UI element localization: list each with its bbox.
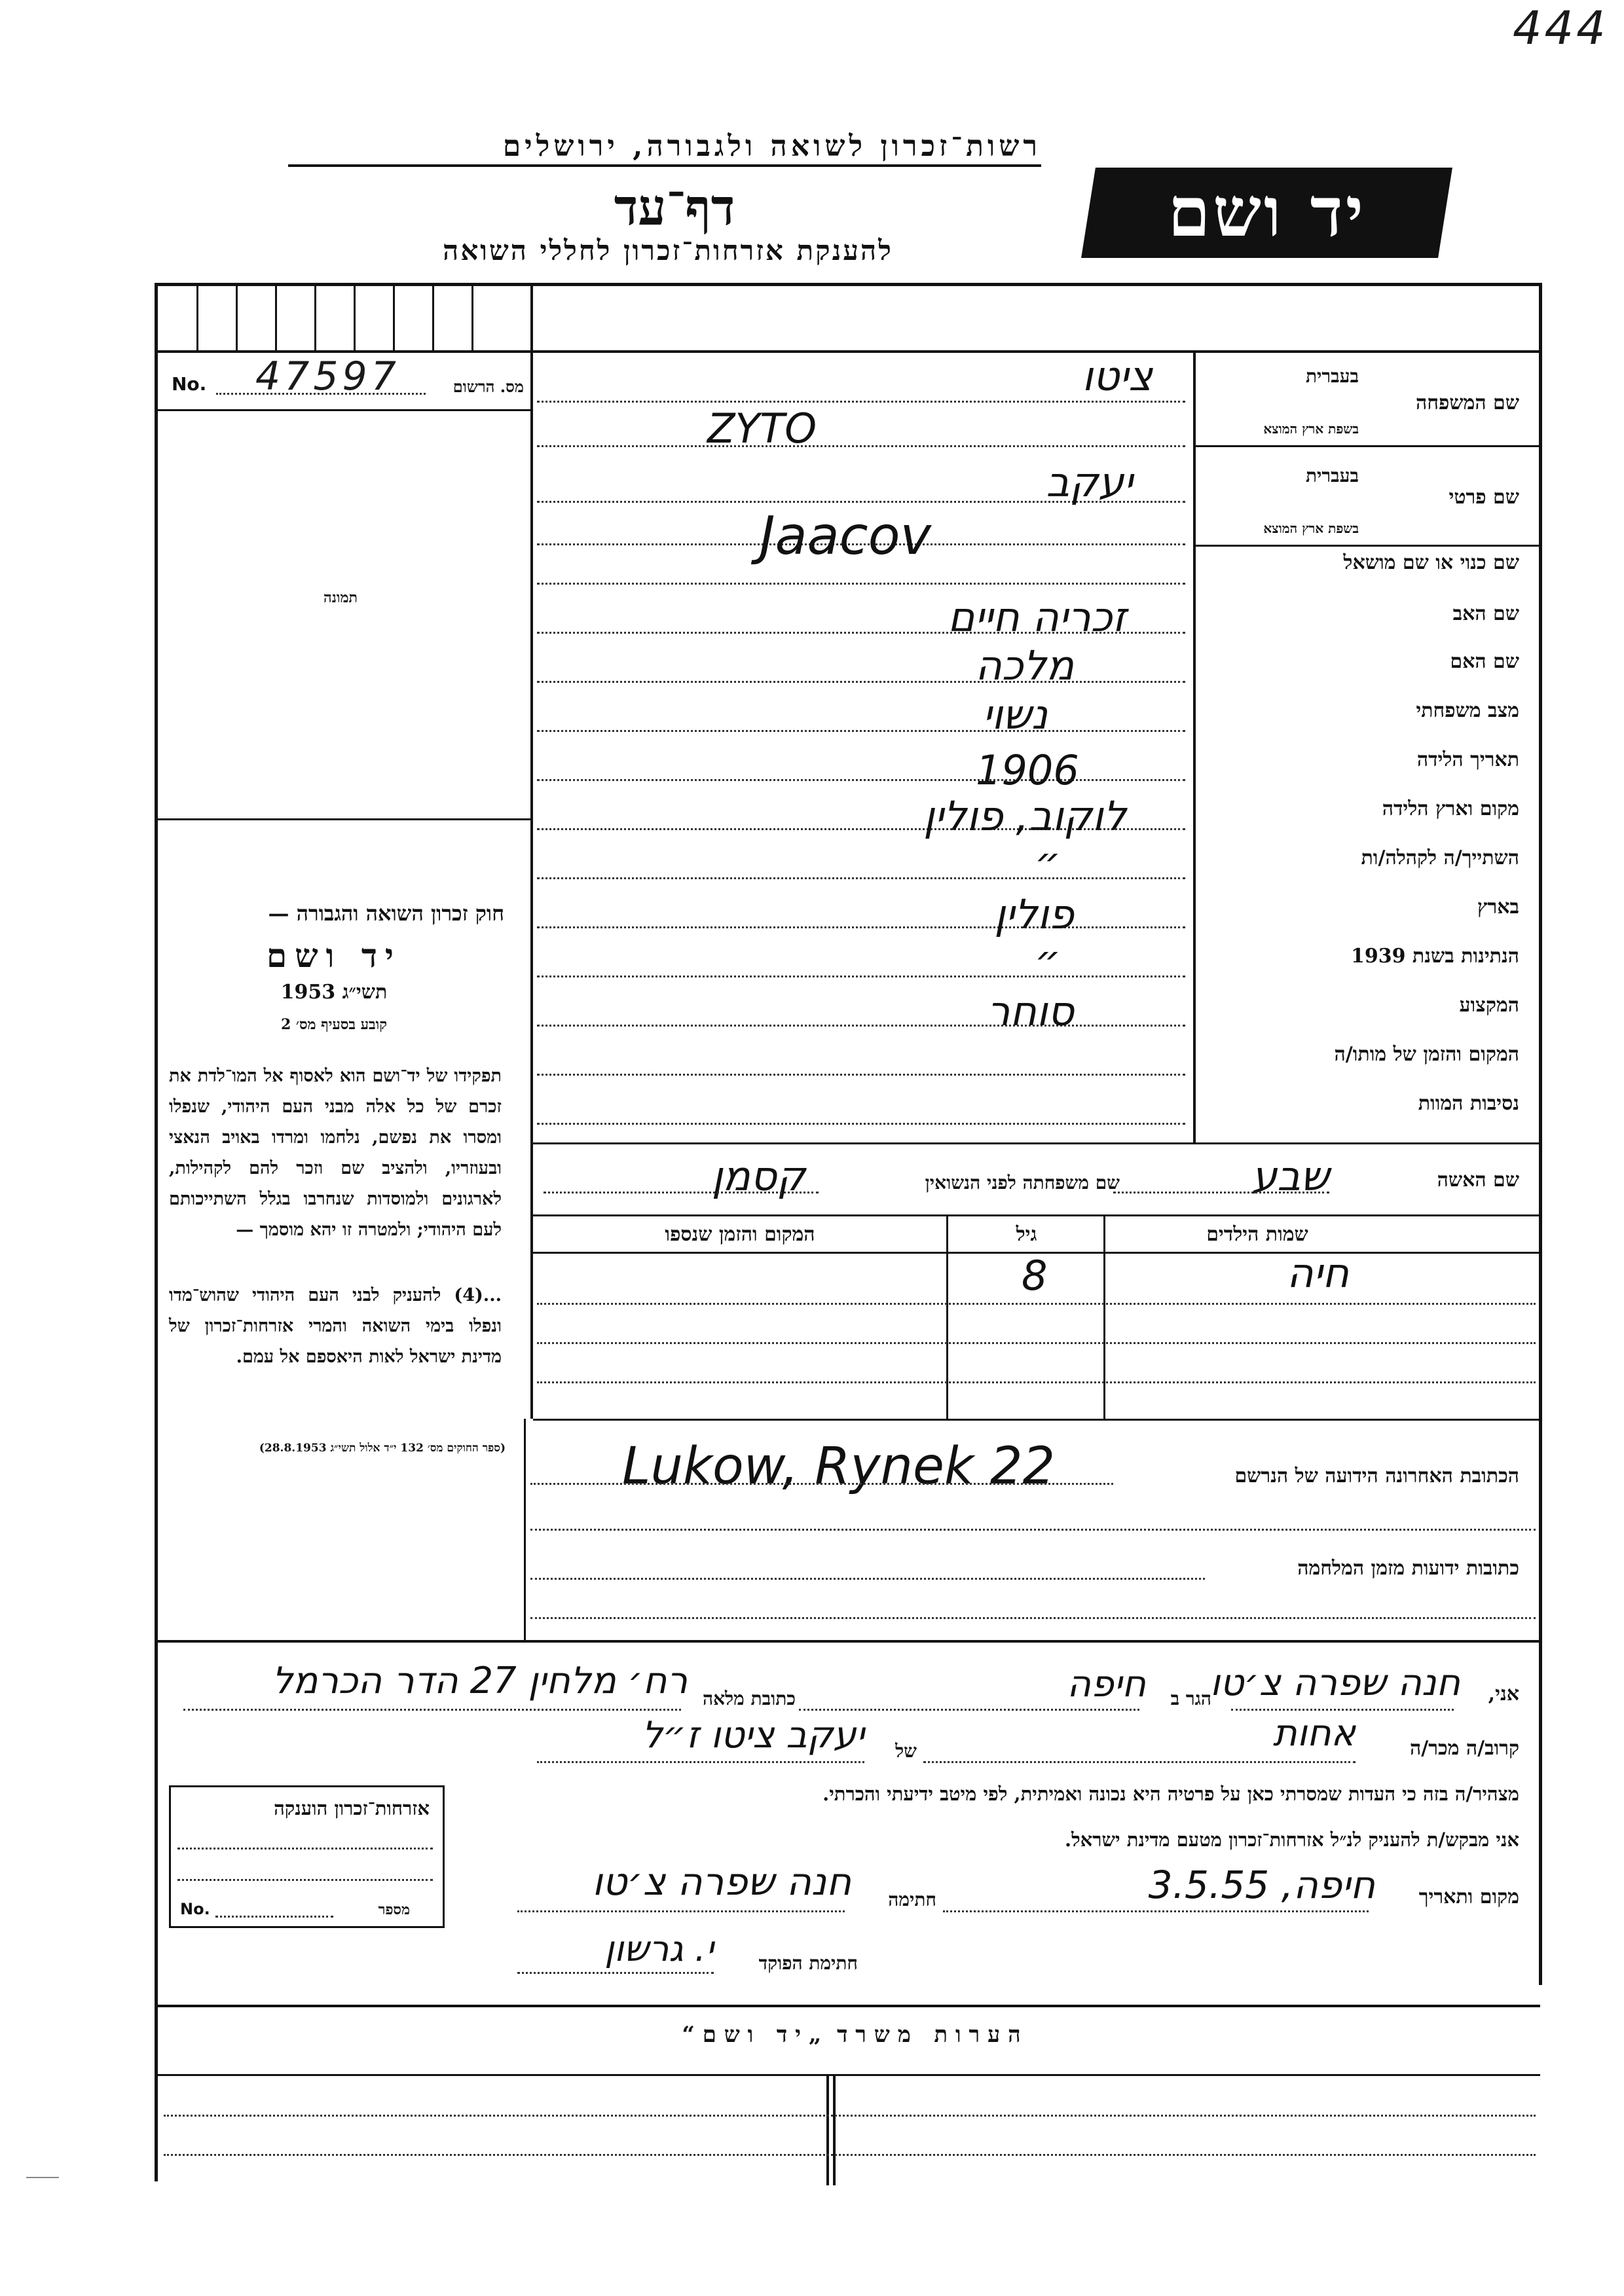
- frame-right: [1539, 283, 1542, 1985]
- law-text-2: ...(4) להעניק לבני העם היהודי שהוש־מדו ונפלו בימי השואה והמרי אזרחות־זכרון של מדינת ישראל לאות היאספם אל עמם.: [169, 1285, 502, 1367]
- law-text-1: תפקידו של יד־ושם הוא לאסוף אל המו־לדת את זכרם של כל אלה מבני העם היהודי, שנפלו ומסרו את נפשם, נלחמו ומרדו באויב הנאצי ובעוזריו, ולהציב שם וזכר להם לקהילות, לארגונים ולמוסדות שנחרבו בגלל השתייכותם לעם היהודי; ולמטרה זו יהא מוסמך —: [169, 1066, 502, 1240]
- living-in-label: הגר ב: [1170, 1688, 1211, 1709]
- relation-value: אחות: [1272, 1712, 1356, 1755]
- of-label: של: [895, 1740, 917, 1762]
- declarant-name: חנה שפרה צ׳טו: [1209, 1662, 1460, 1704]
- profession-label: המקצוע: [1459, 994, 1519, 1017]
- surname-label: שם המשפחה: [1415, 392, 1519, 414]
- wife-value: שבע: [1251, 1152, 1329, 1200]
- declarant-address: רח׳ מלחין 27 הדר הכרמל: [272, 1660, 688, 1702]
- surname-origin-value: ZYTO: [707, 405, 817, 452]
- photo-label: תמונה: [323, 589, 358, 606]
- community-value: ״: [1035, 838, 1061, 886]
- death-circumstances-label: נסיבות המוות: [1418, 1092, 1519, 1115]
- registration-number: 47597: [255, 354, 400, 399]
- citizenship-number-label: מספר: [378, 1901, 410, 1918]
- firstname-hebrew-value: יעקב: [1046, 458, 1133, 506]
- citizenship-no-label: No.: [180, 1900, 210, 1918]
- father-label: שם האב: [1452, 602, 1519, 625]
- registration-label: מס. הרשום: [452, 377, 524, 396]
- children-names-header: שמות הילדים: [1206, 1223, 1308, 1246]
- form-title: דף־עד: [614, 178, 735, 236]
- last-address-value: Lukow, Rynek 22: [622, 1437, 1056, 1496]
- birth-date-label: תאריך הלידה: [1416, 748, 1519, 771]
- authority-title: רשות־זכרון לשואה ולגבורה, ירושלים: [288, 130, 1041, 167]
- declarant-city: חיפה: [1067, 1663, 1146, 1705]
- statement-2: אני מבקש/ת להעניק לנ״ל אזרחות־זכרון מטעם מדינת ישראל.: [1065, 1829, 1519, 1851]
- logo-text: יד ושם: [1168, 172, 1367, 252]
- surname-origin-label: בשפת ארץ המוצא: [1263, 421, 1359, 437]
- mother-value: מלכה: [975, 642, 1074, 689]
- firstname-origin-value: Jaacov: [760, 505, 931, 566]
- death-place-label: המקום והזמן של מותו/ה: [1334, 1043, 1519, 1066]
- officer-label: חתימת הפוקד: [758, 1952, 858, 1974]
- firstname-origin-label: בשפת ארץ המוצא: [1263, 520, 1359, 536]
- label-column-divider: [1193, 350, 1196, 1142]
- archive-number: 444: [1513, 1, 1608, 55]
- top-row-line: [157, 350, 1540, 353]
- nationality-label: הנתינות בשנת 1939: [1350, 945, 1519, 968]
- declarant-i-label: אני,: [1488, 1683, 1519, 1705]
- country-value: פולין: [994, 890, 1074, 938]
- citizenship-box-title: אזרחות־זכרון הוענקה: [274, 1797, 430, 1819]
- children-age-header: גיל: [1016, 1223, 1037, 1246]
- law-clause: קובע בסעיף מס׳ 2: [280, 1016, 388, 1033]
- surname-hebrew-value: ציטו: [1082, 352, 1153, 400]
- form-subtitle: להענקת אזרחות־זכרון לחללי השואה: [443, 234, 893, 266]
- children-place-header: המקום והזמן שנספו: [665, 1223, 815, 1246]
- child-1-age: 8: [1022, 1252, 1048, 1300]
- surname-hebrew-label: בעברית: [1305, 365, 1359, 387]
- marital-status-value: נשוי: [982, 691, 1048, 738]
- firstname-label: שם פרטי: [1449, 486, 1519, 509]
- birth-place-label: מקום וארץ הלידה: [1382, 797, 1519, 820]
- full-address-label: כתובת מלאה: [702, 1688, 796, 1709]
- relation-label: קרוב/ה מכר/ה: [1410, 1737, 1519, 1760]
- yad-vashem-logo: [1081, 168, 1452, 258]
- law-title: חוק זכרון השואה והגבורה —: [268, 901, 504, 926]
- registration-no-label: No.: [172, 373, 207, 395]
- law-year: תשי״ג 1953: [280, 981, 388, 1004]
- mother-label: שם האם: [1450, 650, 1519, 673]
- place-date-label: מקום ותאריך: [1418, 1886, 1519, 1908]
- nickname-label: שם כנוי או שם מושאל: [1343, 551, 1519, 574]
- signature-label: חתימה: [888, 1889, 936, 1910]
- birth-date-value: 1906: [976, 746, 1079, 794]
- left-column-divider: [530, 283, 533, 1419]
- country-label: בארץ: [1477, 896, 1519, 919]
- nationality-value: ״: [1035, 936, 1061, 984]
- wartime-address-label: כתובות ידועות מזמן המלחמה: [1297, 1557, 1519, 1580]
- marital-status-label: מצב משפחתי: [1416, 699, 1519, 722]
- frame-left: [155, 283, 158, 2181]
- child-1-name: חיה: [1287, 1249, 1349, 1297]
- profession-value: סוחר: [987, 987, 1074, 1035]
- wife-label: שם האשה: [1437, 1169, 1519, 1192]
- office-notes-title: ה ע ר ו ת מ ש ר ד „ י ד ו ש ם “: [682, 2022, 1021, 2048]
- law-name: יד ושם: [267, 936, 401, 975]
- last-address-label: הכתובת האחרונה הידועה של הנרשם: [1234, 1465, 1519, 1487]
- signature-value: חנה שפרה צ׳טו: [592, 1859, 851, 1904]
- community-label: השתייך/ה לקהלה/ות: [1361, 847, 1519, 869]
- firstname-hebrew-label: בעברית: [1305, 465, 1359, 486]
- birth-place-value: לוקוב, פולין: [923, 792, 1126, 840]
- statement-1: מצהיר/ה בזה כי העדות שמסרתי כאן על פרטיה היא נכונה ואמיתית, לפי מיטב ידיעתי והכרתי.: [822, 1783, 1519, 1805]
- citizenship-box: [169, 1785, 445, 1928]
- father-value: זכריה חיים: [948, 593, 1126, 641]
- maiden-name-value: קסמן: [711, 1152, 805, 1200]
- of-name: יעקב ציטו ז״ל: [642, 1714, 864, 1757]
- maiden-name-label: שם משפחתה לפני הנשואין: [925, 1172, 1120, 1194]
- frame-top: [157, 283, 1542, 286]
- place-date-value: חיפה, 3.5.55: [1148, 1863, 1375, 1907]
- officer-signature: י. גרשון: [604, 1928, 714, 1969]
- law-reference: (ספר החוקים מס׳ 132 י״ד אלול תשי״ג 28.8.1953): [259, 1442, 506, 1455]
